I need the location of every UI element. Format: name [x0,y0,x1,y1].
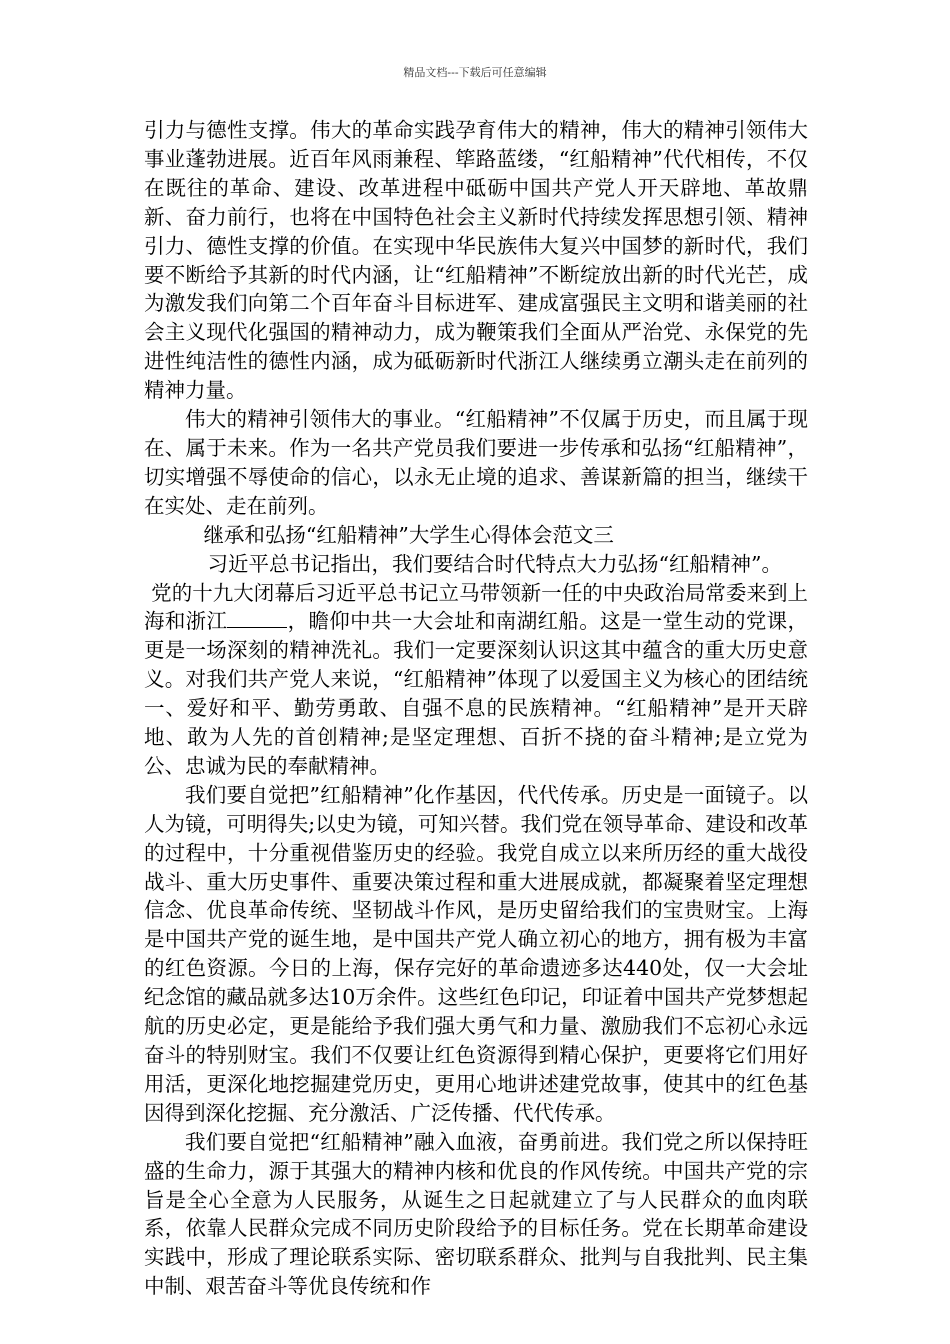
document-body [144,116,808,1301]
paragraph-4-end: ，瞻仰中共一大会址和南湖红船。这是一堂生动的党课，更是一场深刻的精神洗礼。我们一定要深刻认识这其中蕴含的重大历史意义。对我们共产党人来说，“红船精神”体现了以爱国主义为核心的团结统一、爱好和平、勤劳勇敢、自强不息的民族精神。“红船精神”是开天辟地、敢为人先的首创精神;是坚定理想、百折不挠的奋斗精神;是立党为公、忠诚为民的奉献精神。 [144,609,809,778]
paragraph-4 [144,579,808,781]
blank-underline [227,609,287,628]
paragraph-6: 我们要自觉把“红船精神”融入血液，奋勇前进。我们党之所以保持旺盛的生命力，源于其强大的精神内核和优良的作风传统。中国共产党的宗旨是全心全意为人民服务，从诞生之日起就建立了与人民群众的血肉联系，依靠人民群众完成不同历史阶段给予的目标任务。党在长期革命建设实践中，形成了理论联系实际、密切联系群众、批判与自我批判、民主集中制、艰苦奋斗等优良传统和作 [144,1129,808,1299]
section-title: 继承和弘扬“红船精神”大学生心得体会范文三 [203,522,614,547]
paragraph-3: 习近平总书记指出，我们要结合时代特点大力弘扬“红船精神”。 [207,551,783,576]
paragraph-5: 我们要自觉把”红船精神”化作基因，代代传承。历史是一面镜子。以人为镜，可明得失;以史为镜，可知兴替。我们党在领导革命、建设和改革的过程中，十分重视借鉴历史的经验。我党自成立以来所历经的重大战役战斗、重大历史事件、重要决策过程和重大进展成就，都凝聚着坚定理想信念、优良革命传统、坚韧战斗作风，是历史留给我们的宝贵财宝。上海是中国共产党的诞生地，是中国共产党人确立初心的地方，拥有极为丰富的红色资源。今日的上海，保存完好的革命遗迹多达440处，仅一大会址纪念馆的藏品就多达10万余件。这些红色印记，印证着中国共产党梦想起航的历史必定，更是能给予我们强大勇气和力量、激励我们不忘初心永远奋斗的特别财宝。我们不仅要让红色资源得到精心保护，更要将它们用好用活，更深化地挖掘建党历史，更用心地讲述建党故事，使其中的红色基因得到深化挖掘、充分激活、广泛传播、代代传承。 [144,782,808,1125]
paragraph-2: 伟大的精神引领伟大的事业。“红船精神”不仅属于历史，而且属于现在、属于未来。作为一名共产党员我们要进一步传承和弘扬“红船精神”，切实增强不辱使命的信心，以永无止境的追求、善谋新篇的担当，继续干在实处、走在前列。 [144,407,808,518]
paragraph-1: 引力与德性支撑。伟大的革命实践孕育伟大的精神，伟大的精神引领伟大事业蓬勃进展。近百年风雨兼程、筚路蓝缕，“红船精神”代代相传，不仅在既往的革命、建设、改革进程中砥砺中国共产党人开天辟地、革故鼎新、奋力前行，也将在中国特色社会主义新时代持续发挥思想引领、精神引力、德性支撑的价值。在实现中华民族伟大复兴中国梦的新时代，我们要不断给予其新的时代内涵，让“红船精神”不断绽放出新的时代光芒，成为激发我们向第二个百年奋斗目标进军、建成富强民主文明和谐美丽的社会主义现代化强国的精神动力，成为鞭策我们全面从严治党、永保党的先进性纯洁性的德性内涵，成为砥砺新时代浙江人继续勇立潮头走在前列的精神力量。 [144,118,808,403]
paragraph-4-start: 党的十九大闭幕后习近平总书记立马带领新一任的中央政治局常委来到上海和浙江 [144,580,808,634]
page-header: 精品文档---下载后可任意编辑 [403,66,547,79]
